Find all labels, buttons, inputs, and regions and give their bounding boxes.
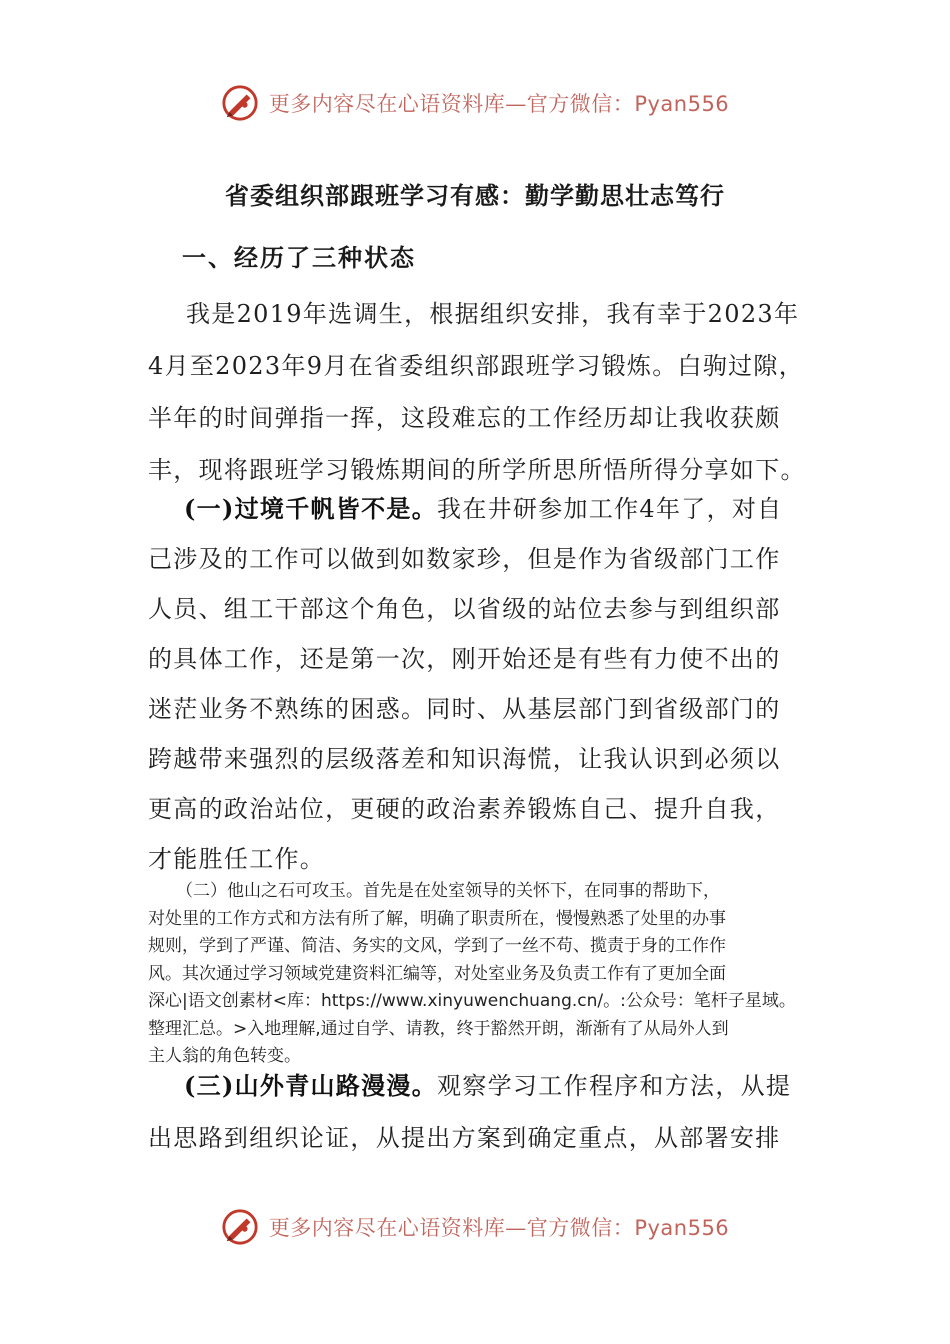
text-line: (三)山外青山路漫漫。观察学习工作程序和方法，从提: [184, 1071, 792, 1100]
footer-banner: [0, 1208, 950, 1246]
wechat-id: Pyan556: [634, 1216, 730, 1240]
text-line: 对处里的工作方式和方法有所了解，明确了职责所在，慢慢熟悉了处里的办事: [148, 908, 726, 929]
pen-logo-icon: [221, 1208, 259, 1246]
text-line: (一)过境千帆皆不是。我在井研参加工作4年了，对自: [184, 494, 783, 523]
text-line: 半年的时间弹指一挥，这段难忘的工作经历却让我收获颇: [148, 404, 781, 432]
header-banner: [0, 84, 950, 122]
text-line: （二）他山之石可攻玉。首先是在处室领导的关怀下，在同事的帮助下，: [176, 881, 720, 901]
wechat-id: Pyan556: [634, 92, 730, 116]
text-line: 整理汇总。>入地理解,通过自学、请教，终于豁然开朗，渐渐有了从局外人到: [148, 1018, 729, 1039]
text-line: 主人翁的角色转变。: [148, 1046, 301, 1066]
banner-text: 更多内容尽在心语资料库—官方微信：Pyan556: [268, 92, 730, 116]
text-line: 规则，学到了严谨、简洁、务实的文风，学到了一丝不苟、揽责于身的工作作: [148, 936, 726, 956]
banner-text: 更多内容尽在心语资料库—官方微信：Pyan556: [268, 1216, 730, 1240]
text-line: 4月至2023年9月在省委组织部跟班学习锻炼。白驹过隙，: [148, 352, 805, 380]
section-heading: 一、经历了三种状态: [182, 243, 416, 272]
text-line: 人员、组工干部这个角色，以省级的站位去参与到组织部: [148, 595, 781, 623]
document-title: 省委组织部跟班学习有感：勤学勤思壮志笃行: [225, 181, 725, 210]
text-line: 出思路到组织论证，从提出方案到确定重点，从部署安排: [148, 1124, 781, 1152]
text-line: 丰，现将跟班学习锻炼期间的所学所思所悟所得分享如下。: [148, 456, 806, 484]
pen-logo-icon: [221, 84, 259, 122]
text-line: 己涉及的工作可以做到如数家珍，但是作为省级部门工作: [148, 545, 781, 573]
text-line: 风。其次通过学习领域党建资料汇编等，对处室业务及负责工作有了更加全面: [148, 963, 726, 984]
text-line: 跨越带来强烈的层级落差和知识海慌，让我认识到必须以: [148, 745, 781, 773]
paragraph-1: [148, 288, 808, 496]
paragraph-4: [148, 1060, 808, 1164]
text-line: 我是2019年选调生，根据组织安排，我有幸于2023年: [186, 300, 800, 328]
text-line: 迷茫业务不熟练的困惑。同时、从基层部门到省级部门的: [148, 695, 781, 723]
text-line: 的具体工作，还是第一次，刚开始还是有些有力使不出的: [148, 645, 781, 673]
subheading-1: (一)过境千帆皆不是。: [184, 494, 438, 523]
paragraph-3: [148, 878, 848, 1071]
text-line: 才能胜任工作。: [148, 845, 326, 873]
text-line: 更高的政治站位，更硬的政治素养锻炼自己、提升自我，: [148, 795, 781, 823]
paragraph-2: [148, 484, 808, 884]
text-line: 深心|语文创素材<库：https://www.xinyuwenchuang.cn/。:公众号：笔杆子星域。: [148, 991, 796, 1011]
subheading-3: (三)山外青山路漫漫。: [184, 1071, 438, 1100]
